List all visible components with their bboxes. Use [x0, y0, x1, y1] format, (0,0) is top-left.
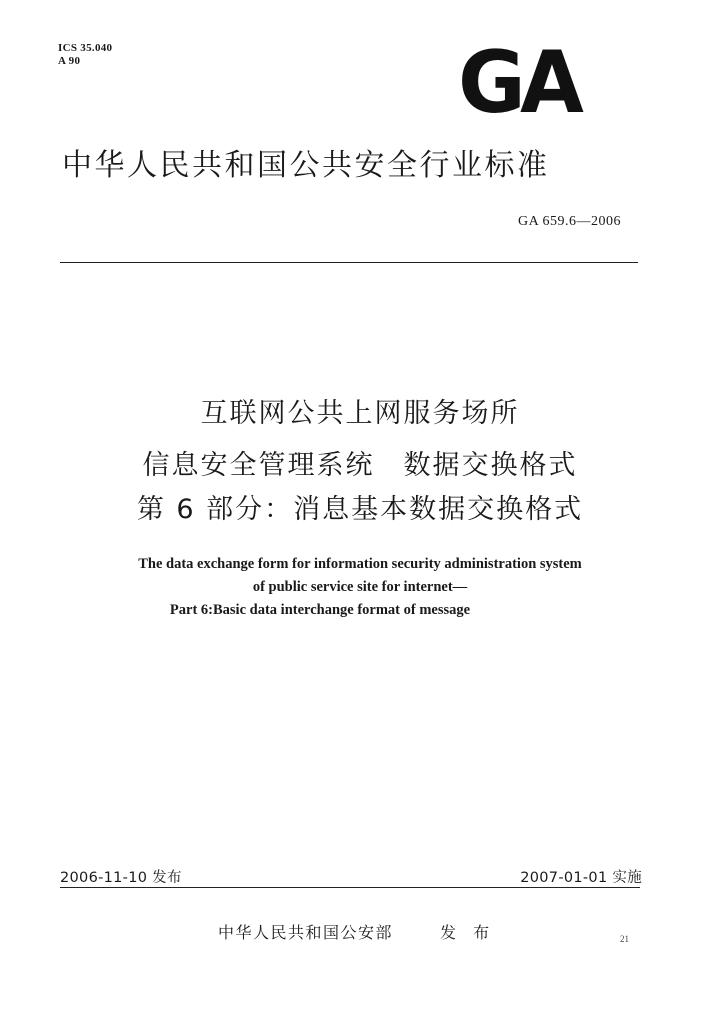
- classification-code: A 90: [58, 55, 81, 67]
- zh-title-line-1: 互联网公共上网服务场所: [200, 398, 520, 429]
- issue-label: 发 布: [440, 923, 496, 942]
- publish-date: 2006-11-10 发布: [60, 870, 182, 886]
- ga-logo: GA: [458, 33, 579, 133]
- standard-code: GA 659.6—2006: [518, 214, 621, 229]
- en-title-line-1: The data exchange form for information security administration system: [138, 556, 582, 572]
- standard-title: 中华人民共和国公共安全行业标准: [62, 148, 550, 183]
- ics-code: ICS 35.040: [58, 42, 113, 54]
- zh-title-line-3: 第 6 部分：消息基本数据交换格式: [136, 494, 584, 525]
- zh-title-line-2: 信息安全管理系统 数据交换格式: [142, 450, 578, 481]
- en-title-line-2: of public service site for internet—: [252, 579, 468, 595]
- bottom-divider: [60, 887, 640, 888]
- implement-date: 2007-01-01 实施: [520, 870, 642, 886]
- page-number: 21: [620, 934, 629, 944]
- issuing-authority: 中华人民共和国公安部: [218, 923, 394, 942]
- en-title-line-3: Part 6:Basic data interchange format of message: [169, 602, 471, 618]
- top-divider: [60, 262, 638, 263]
